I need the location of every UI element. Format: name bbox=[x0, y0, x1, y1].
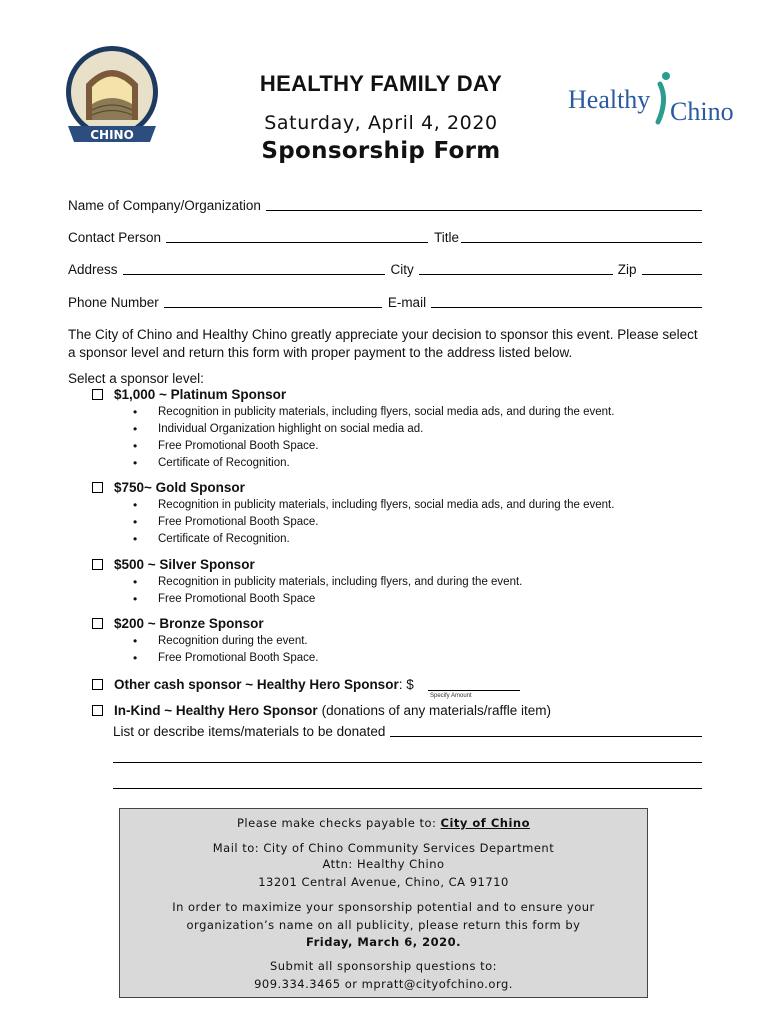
address-label: Address bbox=[68, 262, 118, 277]
svg-text:CHINO: CHINO bbox=[90, 128, 134, 142]
silver-label: $500 ~ Silver Sponsor bbox=[114, 557, 255, 572]
gold-checkbox[interactable] bbox=[92, 482, 103, 493]
mail-line-3: 13201 Central Avenue, Chino, CA 91710 bbox=[258, 875, 509, 889]
donation-input-line-2[interactable] bbox=[113, 762, 702, 763]
other-cash-level[interactable] bbox=[92, 677, 414, 692]
address-input-line[interactable] bbox=[123, 261, 385, 275]
donation-input-line[interactable] bbox=[390, 723, 702, 737]
gold-label: $750~ Gold Sponsor bbox=[114, 480, 245, 495]
email-label: E-mail bbox=[387, 295, 427, 310]
list-item: • Recognition in publicity materials, including flyers, social media ads, and during the event. bbox=[133, 404, 614, 421]
company-field-row bbox=[68, 193, 702, 213]
other-cash-dollar: : $ bbox=[398, 677, 414, 692]
svg-text:Healthy: Healthy bbox=[568, 85, 651, 114]
other-cash-checkbox[interactable] bbox=[92, 679, 103, 690]
other-cash-label: Other cash sponsor ~ Healthy Hero Sponsor bbox=[114, 677, 399, 692]
event-date: Saturday, April 4, 2020 bbox=[264, 112, 498, 134]
gold-benefits bbox=[133, 497, 614, 548]
specify-amount-note: Specify Amount bbox=[430, 693, 472, 699]
list-item: • Recognition in publicity materials, including flyers, social media ads, and during the event. bbox=[133, 497, 614, 514]
payment-info-box bbox=[119, 808, 648, 998]
title-input-line[interactable] bbox=[461, 229, 702, 243]
title-label: Title bbox=[434, 230, 460, 245]
silver-level[interactable] bbox=[92, 557, 255, 572]
list-item: • Individual Organization highlight on social media ad. bbox=[133, 421, 614, 438]
list-item: • Certificate of Recognition. bbox=[133, 455, 614, 472]
list-item: • Recognition in publicity materials, including flyers, and during the event. bbox=[133, 574, 522, 591]
mail-line-1: Mail to: City of Chino Community Services Department bbox=[212, 841, 555, 855]
city-seal-logo bbox=[60, 42, 164, 150]
list-item: • Free Promotional Booth Space. bbox=[133, 514, 614, 531]
contact-line: 909.334.3465 or mpratt@cityofchino.org. bbox=[254, 977, 513, 991]
list-item: • Free Promotional Booth Space. bbox=[133, 438, 614, 455]
payable-to: City of Chino bbox=[440, 816, 530, 830]
city-label: City bbox=[390, 262, 414, 277]
in-kind-detail: (donations of any materials/raffle item) bbox=[321, 703, 552, 718]
in-kind-checkbox[interactable] bbox=[92, 705, 103, 716]
list-item: • Free Promotional Booth Space. bbox=[133, 650, 318, 667]
bronze-checkbox[interactable] bbox=[92, 618, 103, 629]
svg-text:Chino: Chino bbox=[670, 97, 734, 126]
donation-input-line-3[interactable] bbox=[113, 788, 702, 789]
platinum-level[interactable] bbox=[92, 387, 286, 402]
deadline-date: Friday, March 6, 2020. bbox=[306, 935, 461, 949]
contact-field-row bbox=[68, 225, 702, 245]
form-title: Sponsorship Form bbox=[261, 138, 501, 164]
bronze-benefits bbox=[133, 633, 318, 667]
questions-line: Submit all sponsorship questions to: bbox=[269, 959, 498, 973]
zip-input-line[interactable] bbox=[642, 261, 702, 275]
phone-field-row bbox=[68, 290, 702, 310]
healthy-chino-logo bbox=[566, 70, 738, 134]
in-kind-label: In-Kind ~ Healthy Hero Sponsor bbox=[114, 703, 318, 718]
address-field-row bbox=[68, 257, 702, 277]
donation-list-label: List or describe items/materials to be donated bbox=[113, 724, 386, 739]
platinum-label: $1,000 ~ Platinum Sponsor bbox=[114, 387, 287, 402]
deadline-line-1: In order to maximize your sponsorship potential and to ensure your bbox=[172, 900, 595, 914]
city-input-line[interactable] bbox=[419, 261, 613, 275]
gold-level[interactable] bbox=[92, 480, 245, 495]
list-item: • Free Promotional Booth Space bbox=[133, 591, 522, 608]
silver-benefits bbox=[133, 574, 522, 608]
list-item: • Recognition during the event. bbox=[133, 633, 318, 650]
contact-label: Contact Person bbox=[68, 230, 162, 245]
bronze-label: $200 ~ Bronze Sponsor bbox=[114, 616, 264, 631]
mail-line-2: Attn: Healthy Chino bbox=[322, 857, 445, 871]
company-label: Name of Company/Organization bbox=[68, 198, 261, 213]
contact-input-line[interactable] bbox=[166, 229, 428, 243]
select-level-label: Select a sponsor level: bbox=[68, 371, 204, 386]
payable-prefix: Please make checks payable to: bbox=[237, 816, 437, 830]
platinum-benefits bbox=[133, 404, 614, 472]
in-kind-level[interactable] bbox=[92, 703, 551, 718]
silver-checkbox[interactable] bbox=[92, 559, 103, 570]
deadline-line-2: organization’s name on all publicity, please return this form by bbox=[186, 918, 581, 932]
list-item: • Certificate of Recognition. bbox=[133, 531, 614, 548]
phone-label: Phone Number bbox=[68, 295, 159, 310]
donation-list-row bbox=[113, 719, 702, 739]
platinum-checkbox[interactable] bbox=[92, 389, 103, 400]
intro-paragraph: The City of Chino and Healthy Chino greatly appreciate your decision to sponsor this event. Please select a sponsor level and return this form with proper payment to the address listed below. bbox=[68, 327, 698, 360]
email-input-line[interactable] bbox=[431, 294, 702, 308]
payable-line bbox=[120, 816, 647, 830]
phone-input-line[interactable] bbox=[164, 294, 382, 308]
company-input-line[interactable] bbox=[266, 197, 702, 211]
event-title: HEALTHY FAMILY DAY bbox=[259, 71, 503, 96]
zip-label: Zip bbox=[617, 262, 637, 277]
amount-input-line[interactable] bbox=[428, 690, 520, 691]
bronze-level[interactable] bbox=[92, 616, 264, 631]
